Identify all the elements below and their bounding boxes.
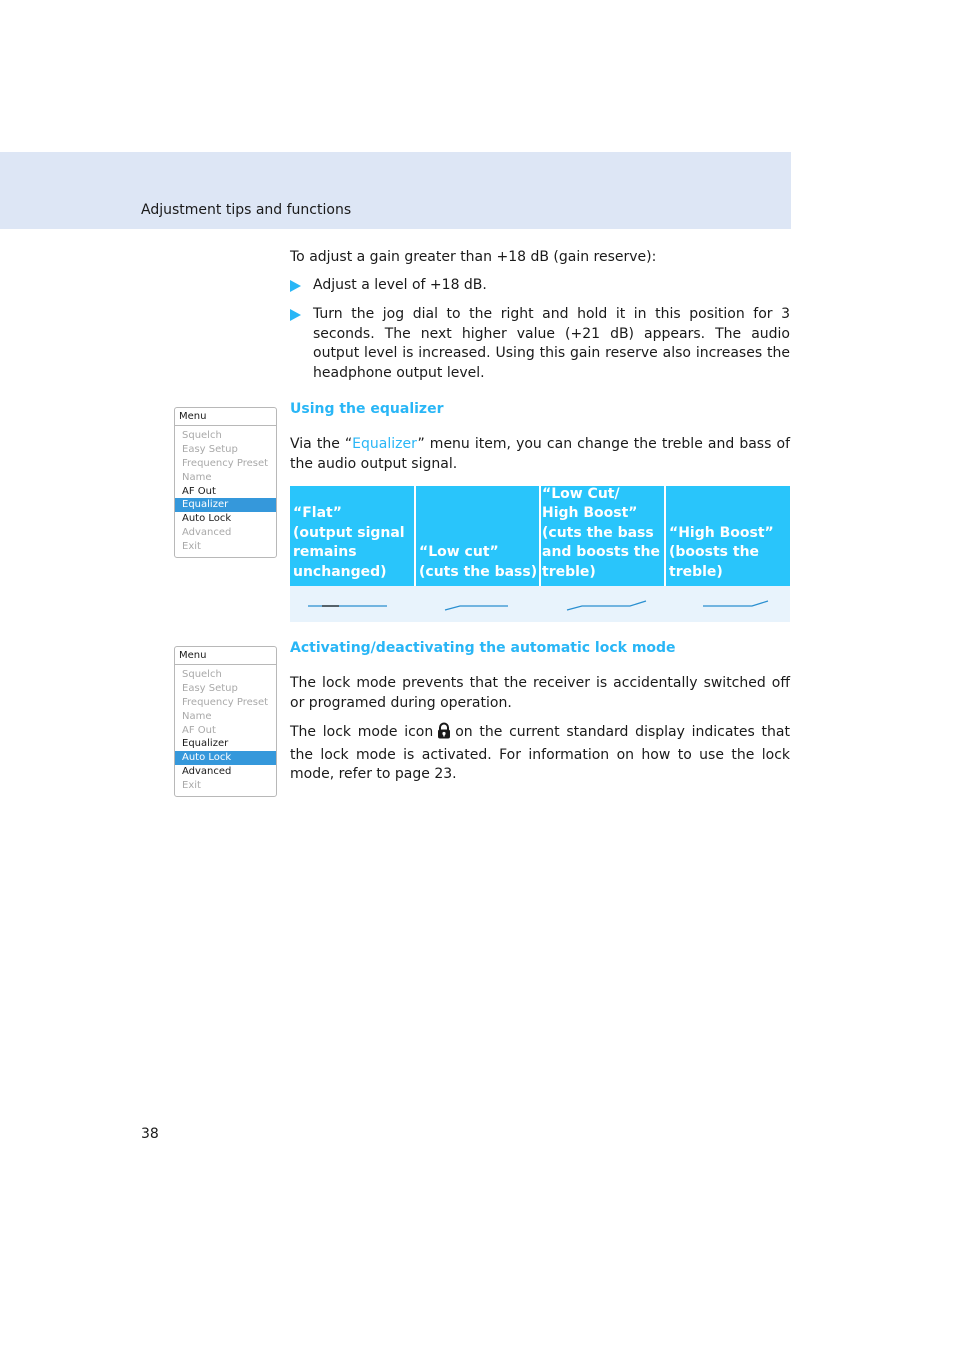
eq-header-high-boost xyxy=(666,486,790,586)
equalizer-description xyxy=(290,435,790,474)
menu-item-equalizer: Equalizer xyxy=(182,738,229,750)
bullet-arrow-icon xyxy=(290,280,301,292)
menu-title: Menu xyxy=(175,647,276,665)
menu-item-name: Name xyxy=(182,710,212,722)
eq-header-low-cut-high-boost xyxy=(541,486,664,586)
equalizer-table xyxy=(290,486,790,622)
menu-item-exit: Exit xyxy=(182,541,201,553)
eq-header-flat xyxy=(290,486,414,586)
menu-item-easy-setup: Easy Setup xyxy=(182,443,238,455)
menu-item-squelch: Squelch xyxy=(182,430,222,441)
equalizer-menu-link: Equalizer xyxy=(352,436,418,452)
menu-item-name: Name xyxy=(182,471,212,483)
menu-title: Menu xyxy=(175,408,276,426)
menu-item-auto-lock: Auto Lock xyxy=(175,751,276,765)
bullet-arrow-icon xyxy=(290,309,301,321)
menu-item-af-out: AF Out xyxy=(182,724,216,736)
gain-step-2-text: Turn the jog dial to the right and hold it in this position for 3 seconds. The next higher value (+21 dB) appears. The audio output level is increased. Using this gain reserve also increases the headphone output level. xyxy=(313,306,790,381)
eq-curve-low-cut xyxy=(445,606,508,610)
eq-curve-low-cut-high-boost xyxy=(567,601,646,610)
menu-item-frequency-preset: Frequency Preset xyxy=(182,696,269,708)
menu-display-equalizer xyxy=(174,407,277,558)
equalizer-text-before: Via the “ xyxy=(290,436,353,452)
menu-list xyxy=(175,665,276,796)
menu-item-squelch: Squelch xyxy=(182,669,222,680)
eq-header-low-cut xyxy=(416,486,539,586)
menu-list xyxy=(175,426,276,557)
equalizer-text-after: ” menu item, you can change the treble and bass of the audio output signal. xyxy=(290,436,790,472)
menu-item-easy-setup: Easy Setup xyxy=(182,682,238,694)
lock-text-before: The lock mode icon xyxy=(290,724,434,740)
lock-mode-paragraph-2 xyxy=(290,722,790,785)
page-number: 38 xyxy=(141,1126,159,1142)
eq-curve-high-boost xyxy=(703,601,768,606)
page-header-title: Adjustment tips and functions xyxy=(141,202,352,218)
menu-item-equalizer: Equalizer xyxy=(175,498,276,512)
menu-display-auto-lock xyxy=(174,646,277,797)
equalizer-heading: Using the equalizer xyxy=(290,401,444,417)
menu-item-exit: Exit xyxy=(182,780,201,792)
lock-mode-paragraph-1: The lock mode prevents that the receiver is accidentally switched off or programed during operation. xyxy=(290,675,790,711)
eq-header-low-cut-text: “Low cut” (cuts the bass) xyxy=(419,544,538,580)
menu-item-af-out: AF Out xyxy=(182,485,216,497)
lock-mode-heading: Activating/deactivating the automatic lock mode xyxy=(290,640,676,656)
menu-item-advanced: Advanced xyxy=(182,766,232,778)
eq-header-flat-text: “Flat” (output signal remains unchanged) xyxy=(293,505,405,580)
gain-step-1-text: Adjust a level of +18 dB. xyxy=(313,277,487,293)
header-band xyxy=(0,152,791,229)
eq-header-low-cut-high-boost-text: “Low Cut/ High Boost” (cuts the bass and boosts the treble) xyxy=(542,485,660,580)
gain-reserve-intro: To adjust a gain greater than +18 dB (gain reserve): xyxy=(290,249,657,265)
menu-item-auto-lock: Auto Lock xyxy=(182,513,232,525)
padlock-icon xyxy=(436,722,452,746)
eq-curves-svg xyxy=(290,586,790,622)
eq-curves-row xyxy=(290,586,790,622)
menu-item-frequency-preset: Frequency Preset xyxy=(182,457,269,469)
menu-item-advanced: Advanced xyxy=(182,527,232,539)
lock-text-after: on the current standard display indicates that the lock mode is activated. For information on how to use the lock mode, refer to page 23. xyxy=(290,724,790,782)
eq-header-high-boost-text: “High Boost” (boosts the treble) xyxy=(669,524,774,580)
